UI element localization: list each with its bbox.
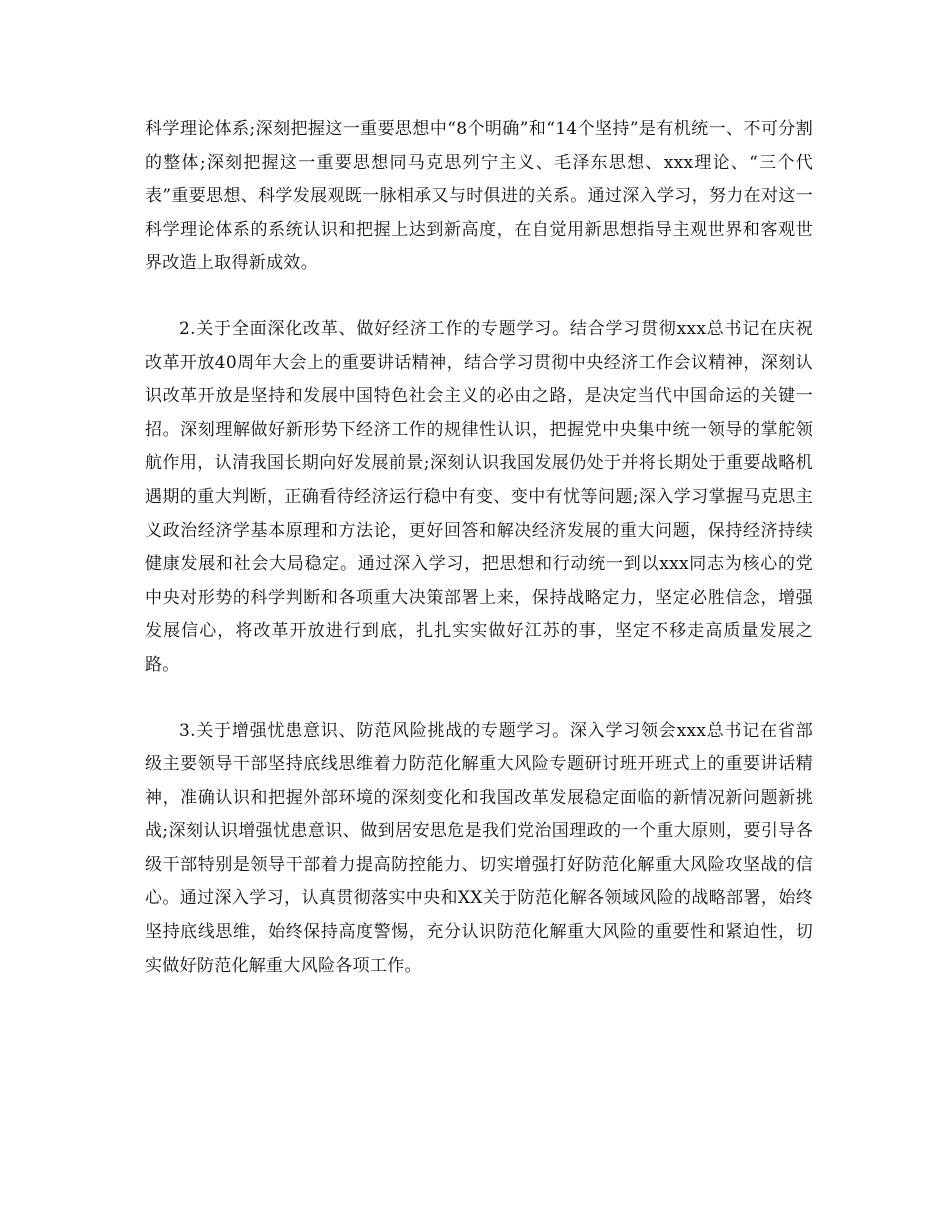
paragraph-item-3: 3.关于增强忧患意识、防范风险挑战的专题学习。深入学习领会xxx总书记在省部级主要领导干部坚持底线思维着力防范化解重大风险专题研讨班开班式上的重要讲话精神，准确认识和把握外部环境的深刻变化和我国改革发展稳定面临的新情况新问题新挑战;深刻认识增强忧患意识、做到居安思危是我们党治国理政的一个重大原则，要引导各级干部特别是领导干部着力提高防控能力、切实增强打好防范化解重大风险攻坚战的信心。通过深入学习，认真贯彻落实中央和XX关于防范化解各领域风险的战略部署，始终坚持底线思维，始终保持高度警惕，充分认识防范化解重大风险的重要性和紧迫性，切实做好防范化解重大风险各项工作。	[145, 720, 813, 976]
paragraph-item-2: 2.关于全面深化改革、做好经济工作的专题学习。结合学习贯彻xxx总书记在庆祝改革开放40周年大会上的重要讲话精神，结合学习贯彻中央经济工作会议精神，深刻认识改革开放是坚持和发展中国特色社会主义的必由之路，是决定当代中国命运的关键一招。深刻理解做好新形势下经济工作的规律性认识，把握党中央集中统一领导的掌舵领航作用，认清我国长期向好发展前景;深刻认识我国发展仍处于并将长期处于重要战略机遇期的重大判断，正确看待经济运行稳中有变、变中有忧等问题;深入学习掌握马克思主义政治经济学基本原理和方法论，更好回答和解决经济发展的重大问题，保持经济持续健康发展和社会大局稳定。通过深入学习，把思想和行动统一到以xxx同志为核心的党中央对形势的科学判断和各项重大决策部署上来，保持战略定力，坚定必胜信念，增强发展信心，将改革开放进行到底，扎扎实实做好江苏的事，坚定不移走高质量发展之路。	[145, 318, 813, 675]
document-body	[145, 113, 813, 983]
paragraph-continuation: 科学理论体系;深刻把握这一重要思想中“8个明确”和“14个坚持”是有机统一、不可分割的整体;深刻把握这一重要思想同马克思列宁主义、毛泽东思想、xxx理论、“三个代表”重要思想、科学发展观既一脉相承又与时俱进的关系。通过深入学习，努力在对这一科学理论体系的系统认识和把握上达到新高度，在自觉用新思想指导主观世界和客观世界改造上取得新成效。	[145, 119, 813, 274]
